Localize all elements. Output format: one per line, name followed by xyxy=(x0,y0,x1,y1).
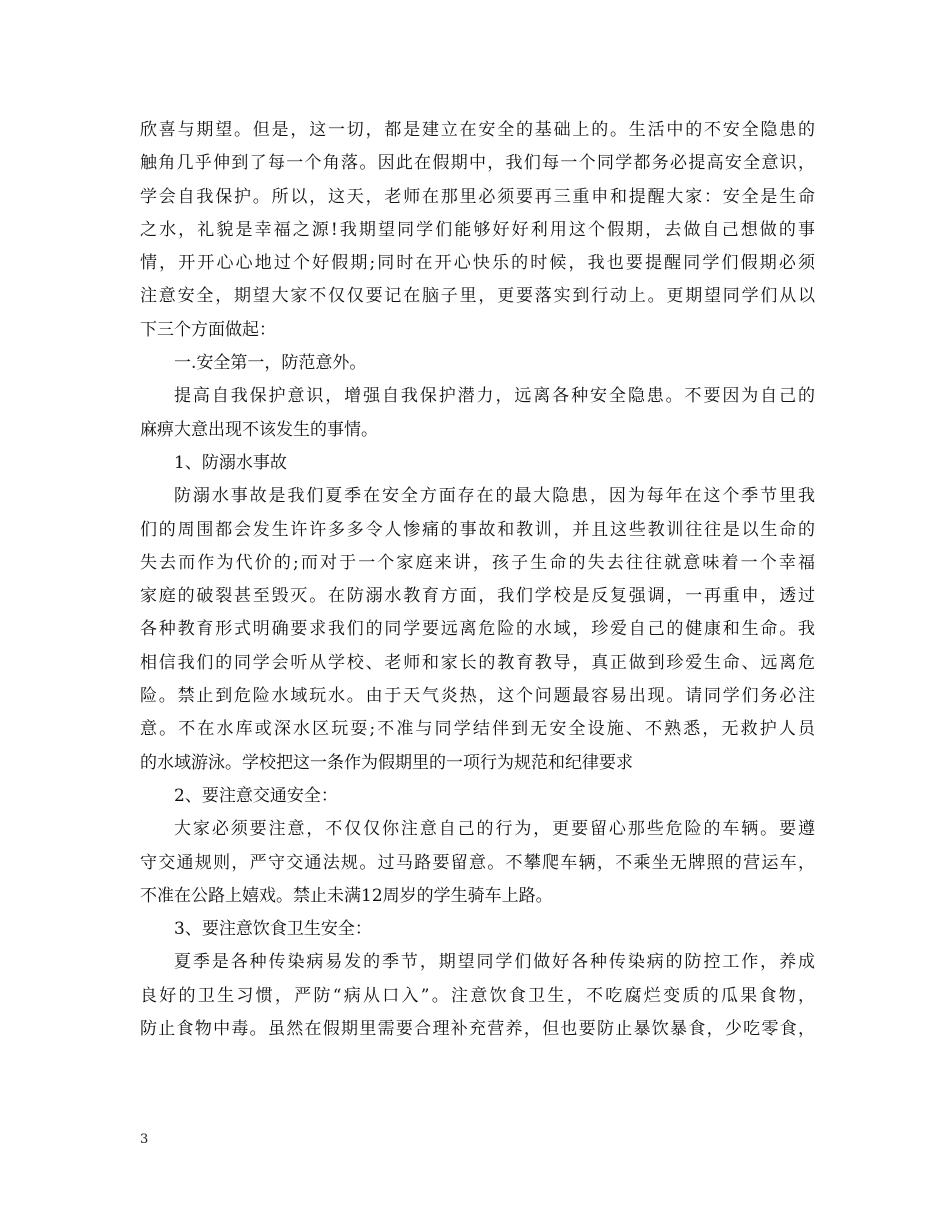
text-line: 学会自我保护。所以，这天，老师在那里必须要再三重申和提醒大家：安全是生命 xyxy=(140,186,815,207)
text-line: 失去而作为代价的;而对于一个家庭来讲，孩子生命的失去往往就意味着一个幸福 xyxy=(140,552,815,573)
text-line: 1、防溺水事故 xyxy=(174,452,287,473)
text-line: 欣喜与期望。但是，这一切，都是建立在安全的基础上的。生活中的不安全隐患的 xyxy=(140,120,815,140)
text-line: 提高自我保护意识，增强自我保护潜力，远离各种安全隐患。不要因为自己的 xyxy=(174,386,815,407)
text-line: 3、要注意饮食卫生安全： xyxy=(174,919,372,940)
text-line: 家庭的破裂甚至毁灭。在防溺水教育方面，我们学校是反复强调，一再重申，透过 xyxy=(140,586,815,607)
text-line: 大家必须要注意，不仅仅你注意自己的行为，更要留心那些危险的车辆。要遵 xyxy=(174,819,815,840)
text-line: 2、要注意交通安全： xyxy=(174,785,338,806)
text-line: 的水域游泳。学校把这一条作为假期里的一项行为规范和纪律要求 xyxy=(140,752,633,773)
text-line: 下三个方面做起： xyxy=(140,319,276,340)
text-line: 夏季是各种传染病易发的季节，期望同学们做好各种传染病的防控工作，养成 xyxy=(174,952,815,973)
text-line: 不准在公路上嬉戏。禁止未满12周岁的学生骑车上路。 xyxy=(140,885,553,906)
text-line: 之水，礼貌是幸福之源!我期望同学们能够好好利用这个假期，去做自己想做的事 xyxy=(140,219,815,240)
text-line: 触角几乎伸到了每一个角落。因此在假期中，我们每一个同学都务必提高安全意识， xyxy=(140,153,815,174)
text-line: 防止食物中毒。虽然在假期里需要合理补充营养，但也要防止暴饮暴食，少吃零食， xyxy=(140,1019,815,1040)
page-number: 3 xyxy=(140,1132,149,1147)
text-line: 们的周围都会发生许许多多令人惨痛的事故和教训，并且这些教训往往是以生命的 xyxy=(140,519,815,540)
text-line: 麻痹大意出现不该发生的事情。 xyxy=(140,419,378,440)
text-line: 一.安全第一，防范意外。 xyxy=(174,353,367,374)
text-line: 守交通规则，严守交通法规。过马路要留意。不攀爬车辆，不乘坐无牌照的营运车， xyxy=(140,852,815,873)
text-line: 险。禁止到危险水域玩水。由于天气炎热，这个问题最容易出现。请同学们务必注 xyxy=(140,686,815,707)
text-line: 意。不在水库或深水区玩耍;不准与同学结伴到无安全设施、不熟悉，无救护人员 xyxy=(140,719,815,740)
text-line: 各种教育形式明确要求我们的同学要远离危险的水域，珍爱自己的健康和生命。我 xyxy=(140,619,815,640)
text-line: 注意安全，期望大家不仅仅要记在脑子里，更要落实到行动上。更期望同学们从以 xyxy=(140,286,815,307)
text-line: 防溺水事故是我们夏季在安全方面存在的最大隐患，因为每年在这个季节里我 xyxy=(174,486,815,507)
body-text xyxy=(140,114,815,1046)
text-line: 情，开开心心地过个好假期;同时在开心快乐的时候，我也要提醒同学们假期必须 xyxy=(140,253,815,274)
text-line: 良好的卫生习惯，严防“病从口入”。注意饮食卫生，不吃腐烂变质的瓜果食物， xyxy=(140,985,815,1006)
text-line: 相信我们的同学会听从学校、老师和家长的教育教导，真正做到珍爱生命、远离危 xyxy=(140,652,815,673)
